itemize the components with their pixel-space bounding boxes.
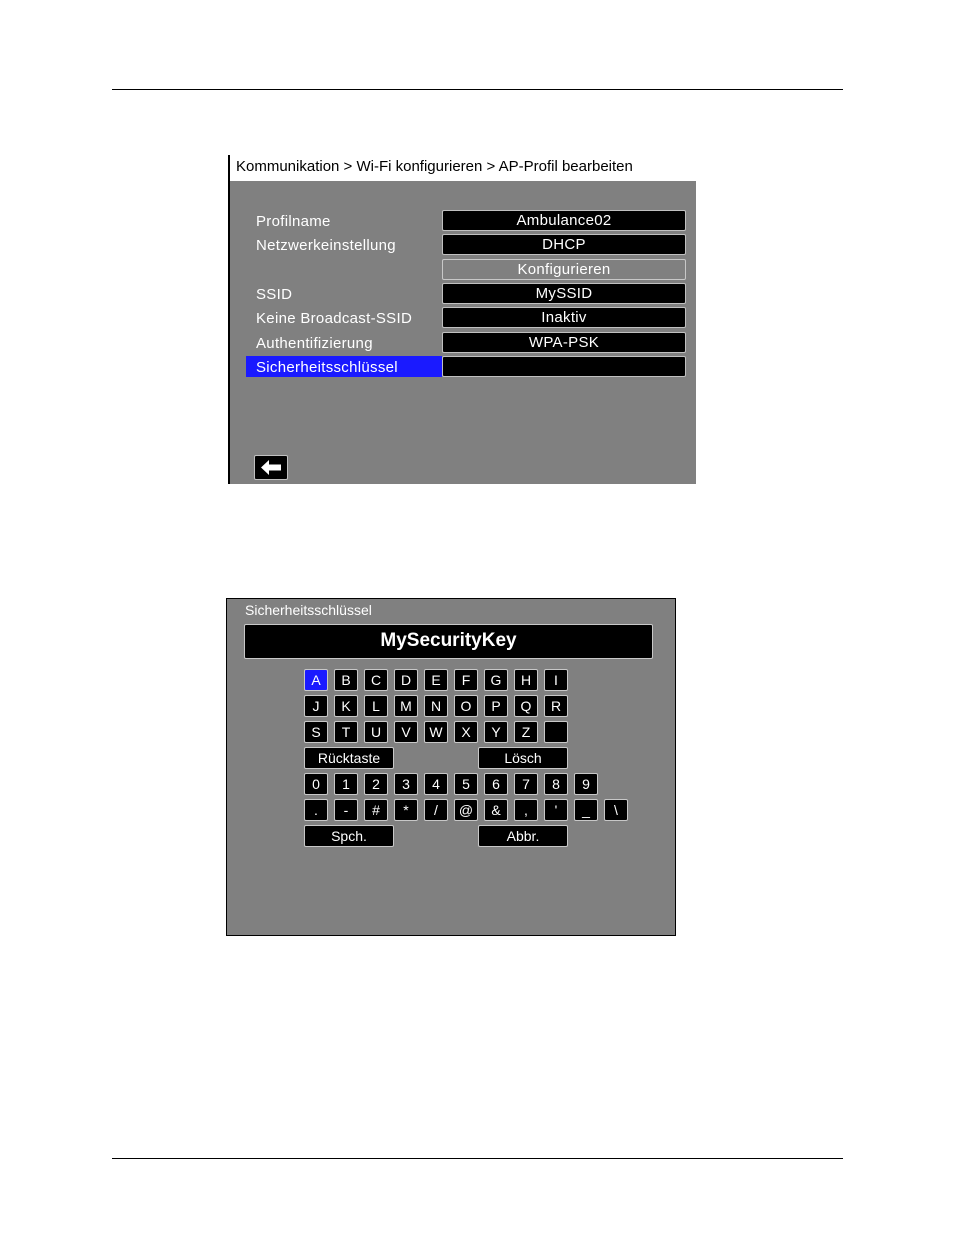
key-symbol-8[interactable]: ' — [544, 799, 568, 821]
key-V[interactable]: V — [394, 721, 418, 743]
save-button[interactable]: Spch. — [304, 825, 394, 847]
profilname-field[interactable]: Ambulance02 — [442, 210, 686, 231]
key-digit-4[interactable]: 4 — [424, 773, 448, 795]
keyboard-screen — [226, 598, 676, 936]
profile-panel — [228, 181, 696, 484]
key-M[interactable]: M — [394, 695, 418, 717]
key-symbol-6[interactable]: & — [484, 799, 508, 821]
key-F[interactable]: F — [454, 669, 478, 691]
breadcrumb — [228, 155, 696, 181]
keyboard-title: Sicherheitsschlüssel — [245, 602, 372, 618]
key-symbol-10[interactable]: \ — [604, 799, 628, 821]
key-symbol-5[interactable]: @ — [454, 799, 478, 821]
key-C[interactable]: C — [364, 669, 388, 691]
key-blank[interactable] — [544, 721, 568, 743]
key-D[interactable]: D — [394, 669, 418, 691]
key-E[interactable]: E — [424, 669, 448, 691]
key-symbol-2[interactable]: # — [364, 799, 388, 821]
key-digit-6[interactable]: 6 — [484, 773, 508, 795]
ssid-label: SSID — [256, 286, 293, 303]
key-digit-2[interactable]: 2 — [364, 773, 388, 795]
key-J[interactable]: J — [304, 695, 328, 717]
konfigurieren-button[interactable]: Konfigurieren — [442, 259, 686, 280]
row-ssid[interactable] — [246, 283, 686, 305]
footer-rule — [112, 1158, 843, 1159]
netzwerkeinstellung-label: Netzwerkeinstellung — [256, 237, 396, 254]
row-konfigurieren[interactable] — [246, 259, 686, 281]
ap-profile-screen — [228, 155, 696, 484]
row-broadcast-ssid[interactable] — [246, 307, 686, 329]
key-X[interactable]: X — [454, 721, 478, 743]
sicherheitsschluessel-label: Sicherheitsschlüssel — [256, 359, 398, 376]
key-A[interactable]: A — [304, 669, 328, 691]
key-K[interactable]: K — [334, 695, 358, 717]
authentifizierung-field[interactable]: WPA-PSK — [442, 332, 686, 353]
key-L[interactable]: L — [364, 695, 388, 717]
key-digit-8[interactable]: 8 — [544, 773, 568, 795]
key-Q[interactable]: Q — [514, 695, 538, 717]
clear-button[interactable]: Lösch — [478, 747, 568, 769]
backspace-button[interactable]: Rücktaste — [304, 747, 394, 769]
profilname-label: Profilname — [256, 213, 331, 230]
sicherheitsschluessel-field[interactable] — [442, 356, 686, 377]
key-S[interactable]: S — [304, 721, 328, 743]
row-profilname[interactable] — [246, 210, 686, 232]
netzwerkeinstellung-field[interactable]: DHCP — [442, 234, 686, 255]
key-symbol-3[interactable]: * — [394, 799, 418, 821]
key-I[interactable]: I — [544, 669, 568, 691]
key-H[interactable]: H — [514, 669, 538, 691]
key-digit-0[interactable]: 0 — [304, 773, 328, 795]
key-digit-5[interactable]: 5 — [454, 773, 478, 795]
key-G[interactable]: G — [484, 669, 508, 691]
row-sicherheitsschluessel[interactable] — [246, 356, 686, 378]
key-symbol-0[interactable]: . — [304, 799, 328, 821]
authentifizierung-label: Authentifizierung — [256, 335, 373, 352]
key-symbol-7[interactable]: , — [514, 799, 538, 821]
arrow-left-icon — [260, 459, 282, 476]
security-key-input[interactable]: MySecurityKey — [244, 624, 653, 659]
back-button[interactable] — [254, 455, 288, 480]
key-Y[interactable]: Y — [484, 721, 508, 743]
key-Z[interactable]: Z — [514, 721, 538, 743]
ssid-field[interactable]: MySSID — [442, 283, 686, 304]
key-U[interactable]: U — [364, 721, 388, 743]
key-B[interactable]: B — [334, 669, 358, 691]
header-rule — [112, 89, 843, 90]
row-netzwerkeinstellung[interactable] — [246, 234, 686, 256]
cancel-button[interactable]: Abbr. — [478, 825, 568, 847]
key-N[interactable]: N — [424, 695, 448, 717]
key-symbol-1[interactable]: - — [334, 799, 358, 821]
key-P[interactable]: P — [484, 695, 508, 717]
broadcast-ssid-label: Keine Broadcast-SSID — [256, 310, 413, 327]
key-O[interactable]: O — [454, 695, 478, 717]
broadcast-ssid-field[interactable]: Inaktiv — [442, 307, 686, 328]
key-T[interactable]: T — [334, 721, 358, 743]
key-W[interactable]: W — [424, 721, 448, 743]
key-symbol-4[interactable]: / — [424, 799, 448, 821]
breadcrumb-text: Kommunikation > Wi-Fi konfigurieren > AP-Profil bearbeiten — [236, 158, 633, 175]
row-authentifizierung[interactable] — [246, 332, 686, 354]
key-digit-1[interactable]: 1 — [334, 773, 358, 795]
key-digit-3[interactable]: 3 — [394, 773, 418, 795]
key-digit-9[interactable]: 9 — [574, 773, 598, 795]
key-R[interactable]: R — [544, 695, 568, 717]
key-symbol-9[interactable]: _ — [574, 799, 598, 821]
key-digit-7[interactable]: 7 — [514, 773, 538, 795]
